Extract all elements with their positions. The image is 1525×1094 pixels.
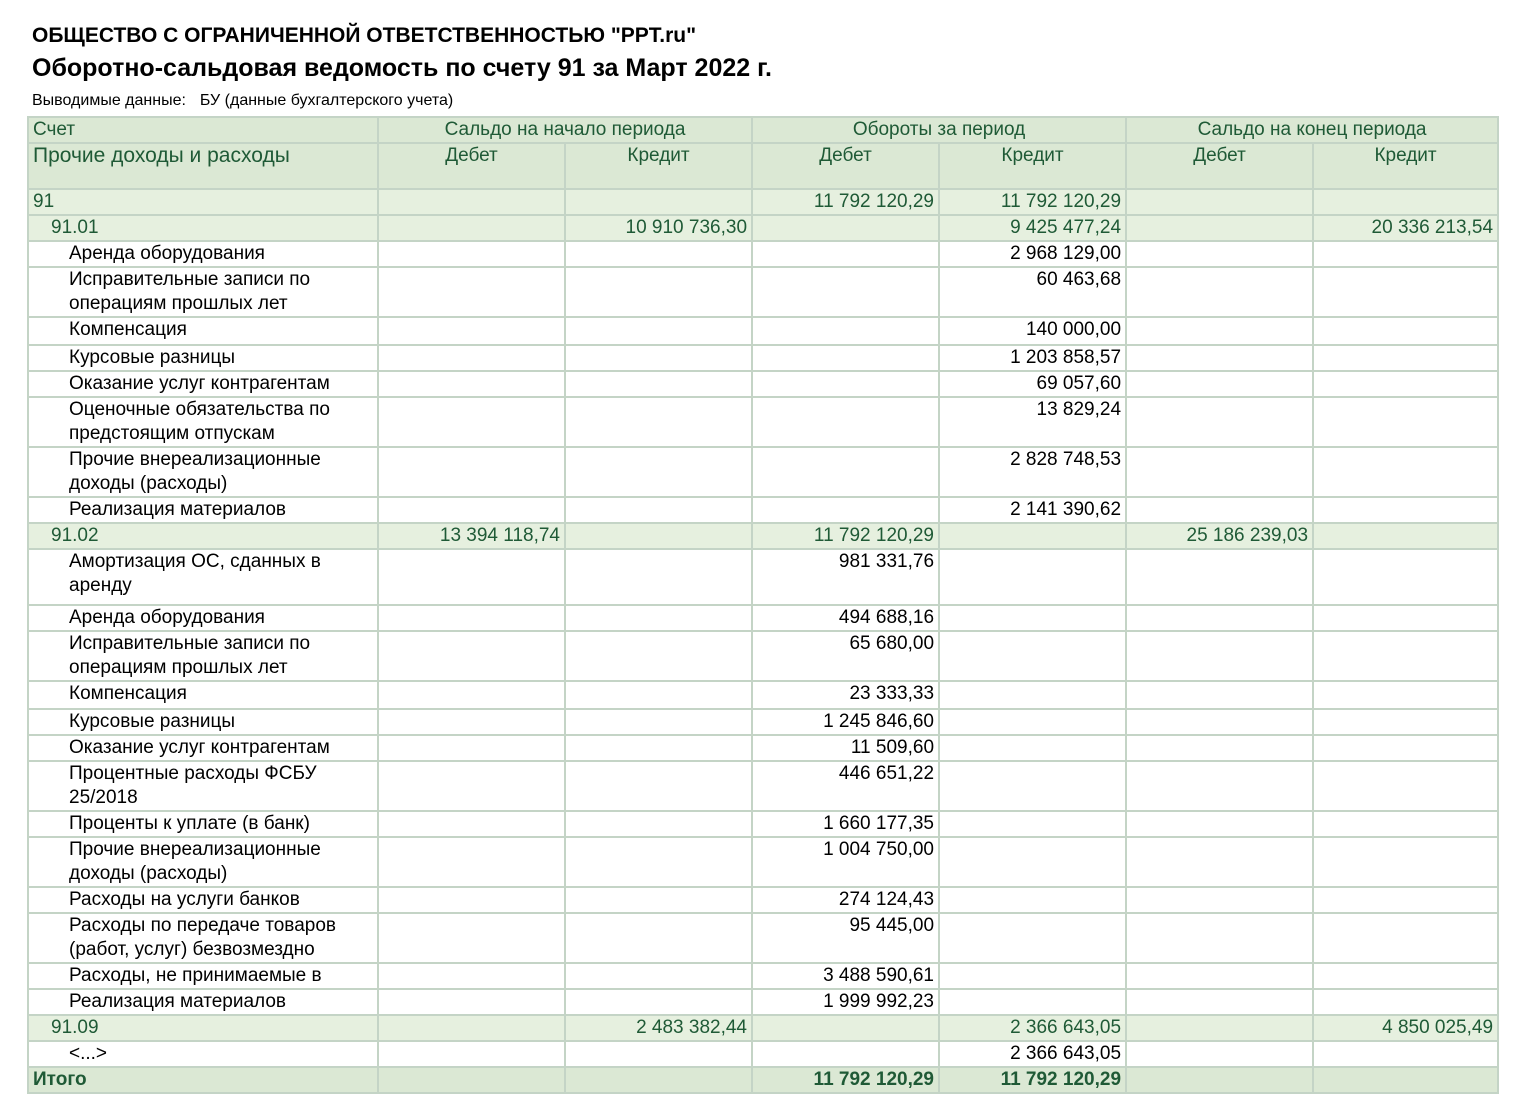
row-name: Курсовые разницы	[28, 709, 378, 735]
cell-closing-credit	[1313, 887, 1498, 913]
cell-opening-debit	[378, 497, 565, 523]
cell-opening-credit	[565, 709, 752, 735]
row-name: 91.02	[28, 523, 378, 549]
cell-closing-credit	[1313, 709, 1498, 735]
cell-turnover-debit: 446 651,22	[752, 761, 939, 811]
cell-turnover-credit	[939, 963, 1126, 989]
cell-opening-debit	[378, 447, 565, 497]
cell-opening-debit	[378, 913, 565, 963]
row-name: Исправительные записи по операциям прошлых лет	[28, 267, 378, 317]
row-name: Прочие внереализационные доходы (расходы)	[28, 447, 378, 497]
cell-opening-credit	[565, 189, 752, 215]
cell-closing-credit	[1313, 761, 1498, 811]
col-closing: Сальдо на конец периода	[1126, 117, 1498, 143]
cell-turnover-credit: 9 425 477,24	[939, 215, 1126, 241]
cell-closing-credit	[1313, 1041, 1498, 1067]
cell-closing-debit	[1126, 371, 1313, 397]
cell-turnover-credit	[939, 709, 1126, 735]
account-row	[28, 215, 1498, 241]
col-account-sub: Прочие доходы и расходы	[28, 143, 378, 189]
cell-turnover-credit	[939, 631, 1126, 681]
cell-opening-debit	[378, 811, 565, 837]
row-name: Прочие внереализационные доходы (расходы)	[28, 837, 378, 887]
table-row	[28, 497, 1498, 523]
cell-opening-credit	[565, 631, 752, 681]
cell-closing-credit	[1313, 549, 1498, 605]
col-account: Счет	[28, 117, 378, 143]
cell-opening-credit	[565, 241, 752, 267]
cell-turnover-credit: 2 366 643,05	[939, 1041, 1126, 1067]
cell-closing-credit	[1313, 837, 1498, 887]
cell-turnover-credit: 13 829,24	[939, 397, 1126, 447]
table-row	[28, 241, 1498, 267]
cell-turnover-credit	[939, 761, 1126, 811]
org-name: ОБЩЕСТВО С ОГРАНИЧЕННОЙ ОТВЕТСТВЕННОСТЬЮ "PPT.ru"	[32, 24, 697, 47]
cell-opening-debit	[378, 317, 565, 345]
cell-closing-debit	[1126, 549, 1313, 605]
cell-opening-credit	[565, 735, 752, 761]
row-name: Компенсация	[28, 317, 378, 345]
cell-opening-credit	[565, 1041, 752, 1067]
row-name: Аренда оборудования	[28, 605, 378, 631]
cell-closing-debit	[1126, 681, 1313, 709]
row-name: Курсовые разницы	[28, 345, 378, 371]
cell-opening-debit	[378, 189, 565, 215]
cell-turnover-debit	[752, 267, 939, 317]
row-name: Оценочные обязательства по предстоящим отпускам	[28, 397, 378, 447]
cell-closing-debit	[1126, 241, 1313, 267]
cell-closing-debit	[1126, 837, 1313, 887]
row-name: Оказание услуг контрагентам	[28, 371, 378, 397]
cell-closing-credit	[1313, 497, 1498, 523]
cell-closing-credit	[1313, 267, 1498, 317]
table-row	[28, 811, 1498, 837]
row-name: Проценты к уплате (в банк)	[28, 811, 378, 837]
cell-opening-debit	[378, 837, 565, 887]
cell-closing-credit	[1313, 913, 1498, 963]
cell-closing-debit	[1126, 447, 1313, 497]
cell-opening-credit	[565, 837, 752, 887]
table-row	[28, 631, 1498, 681]
table-row	[28, 963, 1498, 989]
row-name: <...>	[28, 1041, 378, 1067]
cell-turnover-debit: 981 331,76	[752, 549, 939, 605]
cell-opening-debit	[378, 549, 565, 605]
cell-closing-debit: 25 186 239,03	[1126, 523, 1313, 549]
cell-turnover-debit	[752, 397, 939, 447]
cell-turnover-debit: 1 245 846,60	[752, 709, 939, 735]
col-turnover-credit: Кредит	[939, 143, 1126, 189]
row-name: 91.01	[28, 215, 378, 241]
row-name: Реализация материалов	[28, 989, 378, 1015]
cell-opening-credit	[565, 681, 752, 709]
col-closing-credit: Кредит	[1313, 143, 1498, 189]
row-name: Итого	[28, 1067, 378, 1093]
cell-closing-credit	[1313, 189, 1498, 215]
cell-turnover-debit: 3 488 590,61	[752, 963, 939, 989]
cell-closing-credit	[1313, 605, 1498, 631]
cell-turnover-debit	[752, 241, 939, 267]
cell-opening-debit	[378, 1015, 565, 1041]
cell-opening-credit	[565, 447, 752, 497]
table-row	[28, 549, 1498, 605]
cell-turnover-debit: 494 688,16	[752, 605, 939, 631]
cell-turnover-credit	[939, 887, 1126, 913]
table-row	[28, 761, 1498, 811]
cell-opening-credit	[565, 811, 752, 837]
cell-closing-debit	[1126, 963, 1313, 989]
total-row	[28, 1067, 1498, 1093]
cell-opening-debit	[378, 215, 565, 241]
cell-turnover-debit: 11 792 120,29	[752, 1067, 939, 1093]
cell-turnover-debit: 274 124,43	[752, 887, 939, 913]
table-row	[28, 267, 1498, 317]
cell-closing-debit	[1126, 497, 1313, 523]
cell-opening-credit	[565, 1067, 752, 1093]
cell-turnover-credit	[939, 989, 1126, 1015]
cell-turnover-debit	[752, 345, 939, 371]
cell-closing-debit	[1126, 317, 1313, 345]
cell-closing-credit	[1313, 397, 1498, 447]
table-row	[28, 371, 1498, 397]
cell-opening-debit	[378, 1041, 565, 1067]
cell-closing-credit	[1313, 681, 1498, 709]
cell-opening-debit	[378, 681, 565, 709]
row-name: Расходы по передаче товаров (работ, услуг) безвозмездно	[28, 913, 378, 963]
cell-turnover-debit	[752, 317, 939, 345]
cell-turnover-credit: 2 968 129,00	[939, 241, 1126, 267]
cell-opening-credit	[565, 371, 752, 397]
cell-opening-credit	[565, 397, 752, 447]
cell-opening-debit	[378, 1067, 565, 1093]
cell-closing-credit	[1313, 523, 1498, 549]
cell-opening-credit	[565, 497, 752, 523]
header-row-1	[28, 117, 1498, 143]
cell-opening-credit: 2 483 382,44	[565, 1015, 752, 1041]
cell-opening-debit: 13 394 118,74	[378, 523, 565, 549]
table-row	[28, 887, 1498, 913]
cell-closing-debit	[1126, 345, 1313, 371]
cell-turnover-debit: 11 792 120,29	[752, 523, 939, 549]
cell-closing-debit	[1126, 761, 1313, 811]
cell-closing-debit	[1126, 735, 1313, 761]
cell-closing-debit	[1126, 605, 1313, 631]
cell-opening-credit	[565, 761, 752, 811]
cell-turnover-credit: 2 366 643,05	[939, 1015, 1126, 1041]
table-row	[28, 605, 1498, 631]
cell-closing-debit	[1126, 989, 1313, 1015]
cell-closing-debit	[1126, 189, 1313, 215]
cell-opening-debit	[378, 761, 565, 811]
table-row	[28, 989, 1498, 1015]
table-row	[28, 709, 1498, 735]
cell-opening-debit	[378, 241, 565, 267]
cell-opening-credit	[565, 549, 752, 605]
cell-closing-credit	[1313, 345, 1498, 371]
cell-turnover-debit	[752, 215, 939, 241]
cell-closing-debit	[1126, 709, 1313, 735]
cell-opening-credit	[565, 267, 752, 317]
report-title: Оборотно-сальдовая ведомость по счету 91 за Март 2022 г.	[32, 54, 772, 82]
cell-opening-credit	[565, 317, 752, 345]
cell-opening-credit	[565, 523, 752, 549]
row-name: 91	[28, 189, 378, 215]
cell-closing-debit	[1126, 1015, 1313, 1041]
cell-opening-debit	[378, 371, 565, 397]
table-row	[28, 913, 1498, 963]
cell-turnover-credit	[939, 549, 1126, 605]
cell-opening-debit	[378, 709, 565, 735]
header-row-2	[28, 143, 1498, 189]
output-value: БУ (данные бухгалтерского учета)	[199, 92, 454, 109]
cell-closing-debit	[1126, 887, 1313, 913]
cell-opening-debit	[378, 397, 565, 447]
account-row	[28, 189, 1498, 215]
row-name: Процентные расходы ФСБУ 25/2018	[28, 761, 378, 811]
cell-opening-debit	[378, 631, 565, 681]
cell-closing-debit	[1126, 811, 1313, 837]
row-name: Аренда оборудования	[28, 241, 378, 267]
cell-turnover-credit	[939, 523, 1126, 549]
cell-turnover-credit: 2 141 390,62	[939, 497, 1126, 523]
cell-turnover-credit	[939, 837, 1126, 887]
cell-turnover-credit	[939, 605, 1126, 631]
cell-opening-credit	[565, 345, 752, 371]
cell-opening-credit	[565, 989, 752, 1015]
cell-turnover-credit	[939, 735, 1126, 761]
cell-turnover-credit	[939, 681, 1126, 709]
cell-opening-debit	[378, 735, 565, 761]
cell-opening-credit: 10 910 736,30	[565, 215, 752, 241]
cell-turnover-credit: 1 203 858,57	[939, 345, 1126, 371]
cell-turnover-credit: 69 057,60	[939, 371, 1126, 397]
cell-opening-debit	[378, 963, 565, 989]
col-turnover-debit: Дебет	[752, 143, 939, 189]
cell-closing-debit	[1126, 215, 1313, 241]
row-name: 91.09	[28, 1015, 378, 1041]
row-name: Расходы на услуги банков	[28, 887, 378, 913]
cell-closing-debit	[1126, 913, 1313, 963]
cell-closing-credit	[1313, 735, 1498, 761]
cell-turnover-credit: 11 792 120,29	[939, 1067, 1126, 1093]
row-name: Реализация материалов	[28, 497, 378, 523]
cell-turnover-debit: 11 792 120,29	[752, 189, 939, 215]
cell-closing-credit	[1313, 241, 1498, 267]
cell-turnover-debit: 95 445,00	[752, 913, 939, 963]
table-row	[28, 317, 1498, 345]
col-opening-credit: Кредит	[565, 143, 752, 189]
col-opening-debit: Дебет	[378, 143, 565, 189]
cell-closing-credit: 20 336 213,54	[1313, 215, 1498, 241]
cell-opening-debit	[378, 267, 565, 317]
cell-turnover-debit: 23 333,33	[752, 681, 939, 709]
cell-opening-debit	[378, 345, 565, 371]
cell-turnover-credit: 2 828 748,53	[939, 447, 1126, 497]
cell-opening-debit	[378, 989, 565, 1015]
row-name: Исправительные записи по операциям прошлых лет	[28, 631, 378, 681]
cell-closing-debit	[1126, 397, 1313, 447]
cell-closing-credit	[1313, 447, 1498, 497]
cell-opening-credit	[565, 963, 752, 989]
table-row	[28, 1041, 1498, 1067]
cell-closing-debit	[1126, 1067, 1313, 1093]
cell-turnover-credit	[939, 811, 1126, 837]
cell-turnover-debit	[752, 371, 939, 397]
col-closing-debit: Дебет	[1126, 143, 1313, 189]
cell-closing-debit	[1126, 267, 1313, 317]
table-row	[28, 681, 1498, 709]
cell-closing-debit	[1126, 1041, 1313, 1067]
balance-sheet-table	[27, 116, 1499, 1094]
row-name: Расходы, не принимаемые в	[28, 963, 378, 989]
row-name: Компенсация	[28, 681, 378, 709]
cell-turnover-credit: 60 463,68	[939, 267, 1126, 317]
cell-closing-credit	[1313, 317, 1498, 345]
cell-opening-credit	[565, 887, 752, 913]
cell-closing-credit	[1313, 631, 1498, 681]
cell-opening-debit	[378, 605, 565, 631]
cell-turnover-credit: 140 000,00	[939, 317, 1126, 345]
cell-turnover-debit: 11 509,60	[752, 735, 939, 761]
cell-turnover-debit	[752, 1041, 939, 1067]
table-row	[28, 397, 1498, 447]
row-name: Амортизация ОС, сданных в аренду	[28, 549, 378, 605]
cell-turnover-debit: 1 999 992,23	[752, 989, 939, 1015]
row-name: Оказание услуг контрагентам	[28, 735, 378, 761]
table-row	[28, 735, 1498, 761]
cell-turnover-credit: 11 792 120,29	[939, 189, 1126, 215]
cell-closing-credit: 4 850 025,49	[1313, 1015, 1498, 1041]
cell-opening-debit	[378, 887, 565, 913]
cell-turnover-debit: 65 680,00	[752, 631, 939, 681]
account-row	[28, 1015, 1498, 1041]
cell-closing-credit	[1313, 963, 1498, 989]
table-row	[28, 345, 1498, 371]
cell-closing-credit	[1313, 989, 1498, 1015]
cell-turnover-debit: 1 660 177,35	[752, 811, 939, 837]
table-row	[28, 837, 1498, 887]
account-row	[28, 523, 1498, 549]
col-turnover: Обороты за период	[752, 117, 1126, 143]
cell-turnover-debit: 1 004 750,00	[752, 837, 939, 887]
cell-turnover-debit	[752, 1015, 939, 1041]
cell-turnover-debit	[752, 497, 939, 523]
cell-opening-credit	[565, 605, 752, 631]
col-opening: Сальдо на начало периода	[378, 117, 752, 143]
cell-closing-credit	[1313, 811, 1498, 837]
cell-closing-credit	[1313, 371, 1498, 397]
cell-closing-debit	[1126, 631, 1313, 681]
table-row	[28, 447, 1498, 497]
output-info	[32, 92, 453, 110]
cell-closing-credit	[1313, 1067, 1498, 1093]
output-label: Выводимые данные:	[32, 92, 186, 109]
cell-opening-credit	[565, 913, 752, 963]
cell-turnover-credit	[939, 913, 1126, 963]
cell-turnover-debit	[752, 447, 939, 497]
